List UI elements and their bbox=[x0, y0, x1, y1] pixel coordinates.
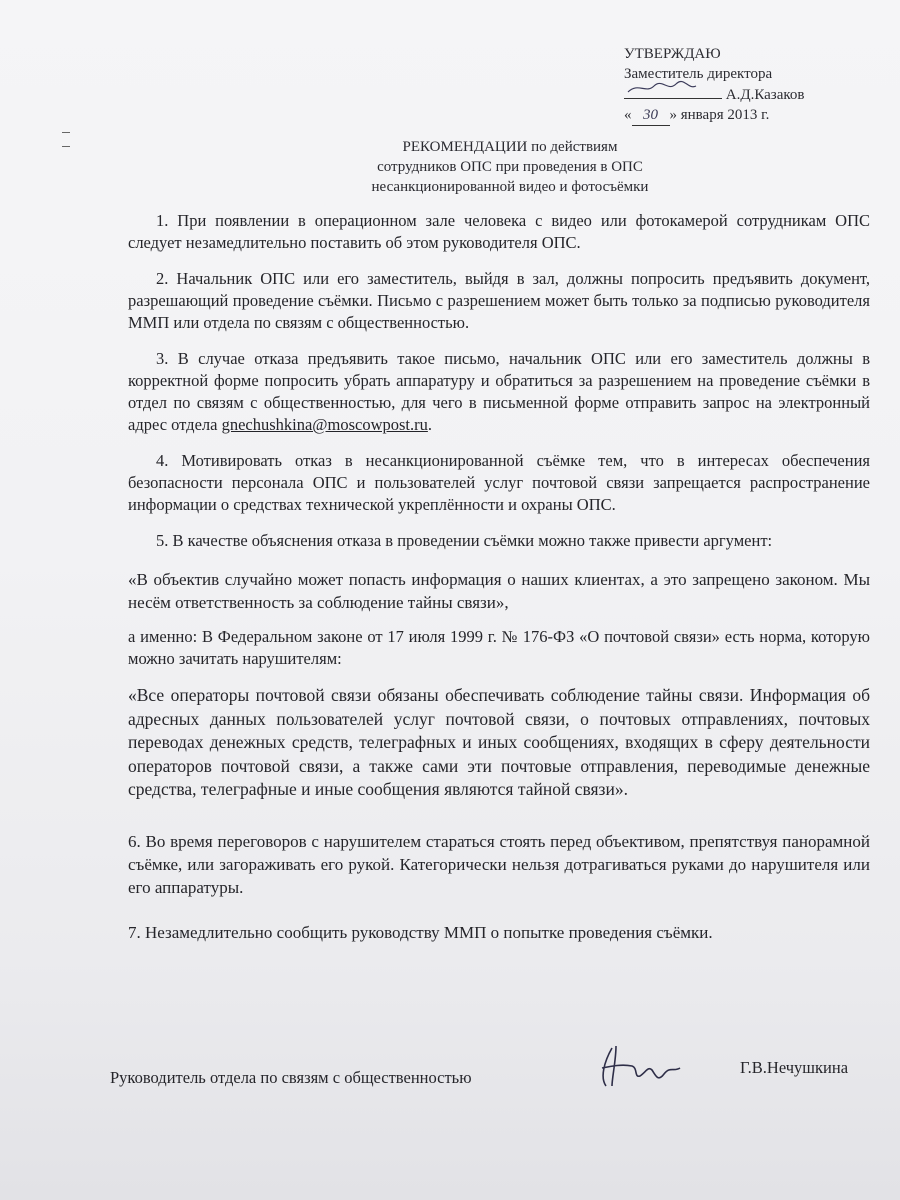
document-body bbox=[128, 210, 870, 956]
email-address: gnechushkina@moscowpost.ru bbox=[221, 415, 428, 434]
margin-mark bbox=[62, 146, 70, 147]
item-3: 3. В случае отказа предъявить такое письмо, начальник ОПС или его заместитель должны в корректной форме попросить убрать аппаратуру и обратиться за разрешением на проведение съёмки в отдел по связям с общественностью, для чего в письменной форме отправить запрос на электронный адрес отдела gnechushkina@moscowpost.ru. bbox=[128, 349, 870, 434]
law-reference: а именно: В Федеральном законе от 17 июля 1999 г. № 176-ФЗ «О почтовой связи» есть норма, которую можно зачитать нарушителям: bbox=[128, 627, 870, 668]
title-line-2: сотрудников ОПС при проведения в ОПС bbox=[377, 159, 643, 175]
document-title bbox=[300, 137, 720, 197]
title-line-3: несанкционированной видео и фотосъёмки bbox=[371, 179, 649, 195]
law-quote: «Все операторы почтовой связи обязаны обеспечивать соблюдение тайны связи. Информация об адресных данных пользователей услуг почтовой связи, о почтовых отправлениях, почтовых переводах денежных средств, телеграфных и иных сообщениях, входящих в сферу деятельности операторов почтовой связи, а также сами эти почтовые отправления, переводимые денежные средства, телеграфные и иные сообщения являются тайной связи». bbox=[128, 685, 870, 799]
approval-signature-line bbox=[624, 84, 804, 105]
date-rest: » января 2013 г. bbox=[669, 107, 770, 123]
item-5: 5. В качестве объяснения отказа в проведении съёмки можно также привести аргумент: bbox=[156, 531, 773, 550]
item-2: 2. Начальник ОПС или его заместитель, выйдя в зал, должны попросить предъявить документ, разрешающий проведение съёмки. Письмо с разрешением может быть только за подписью руководителя ММП или отдела по связям с общественностью. bbox=[128, 269, 870, 332]
margin-mark bbox=[62, 132, 70, 133]
quote-argument: «В объектив случайно может попасть информация о наших клиентах, а это запрещено законом. Мы несём ответственность за соблюдение тайны связи», bbox=[128, 570, 870, 612]
signatory-name: Г.В.Нечушкина bbox=[740, 1058, 849, 1077]
item-7: 7. Незамедлительно сообщить руководству ММП о попытке проведения съёмки. bbox=[128, 922, 713, 942]
signatory-position: Руководитель отдела по связям с общественностью bbox=[110, 1068, 472, 1087]
date-day: 30 bbox=[632, 105, 670, 126]
date-quote-open: « bbox=[624, 107, 632, 123]
item-4: 4. Мотивировать отказ в несанкционированной съёмке тем, что в интересах обеспечения безопасности персонала ОПС и пользователей услуг почтовой связи запрещается распространение информации о средствах технической укреплённости и охраны ОПС. bbox=[128, 451, 870, 514]
item-6: 6. Во время переговоров с нарушителем стараться стоять перед объективом, препятствуя панорамной съёмке, или загораживать его рукой. Категорически нельзя дотрагиваться руками до нарушителя или его аппаратуры. bbox=[128, 831, 870, 897]
handwritten-signature bbox=[582, 1038, 702, 1098]
approver-name: А.Д.Казаков bbox=[725, 87, 805, 103]
approver-signature bbox=[624, 84, 722, 99]
item-1: 1. При появлении в операционном зале человека с видео или фотокамерой сотрудникам ОПС следует незамедлительно поставить об этом руководителя ОПС. bbox=[128, 211, 870, 252]
approval-title: УТВЕРЖДАЮ bbox=[624, 46, 721, 62]
approval-date bbox=[624, 105, 804, 126]
approval-block bbox=[624, 44, 804, 126]
approval-position: Заместитель директора bbox=[624, 66, 773, 82]
item-3-text: 3. В случае отказа предъявить такое письмо, начальник ОПС или его заместитель должны в корректной форме попросить убрать аппаратуру и обратиться за разрешением на проведение съёмки в отдел по связям с общественностью, для чего в письменной форме отправить запрос на электронный адрес отдела bbox=[128, 349, 870, 434]
title-line-1: РЕКОМЕНДАЦИИ по действиям bbox=[402, 139, 618, 155]
